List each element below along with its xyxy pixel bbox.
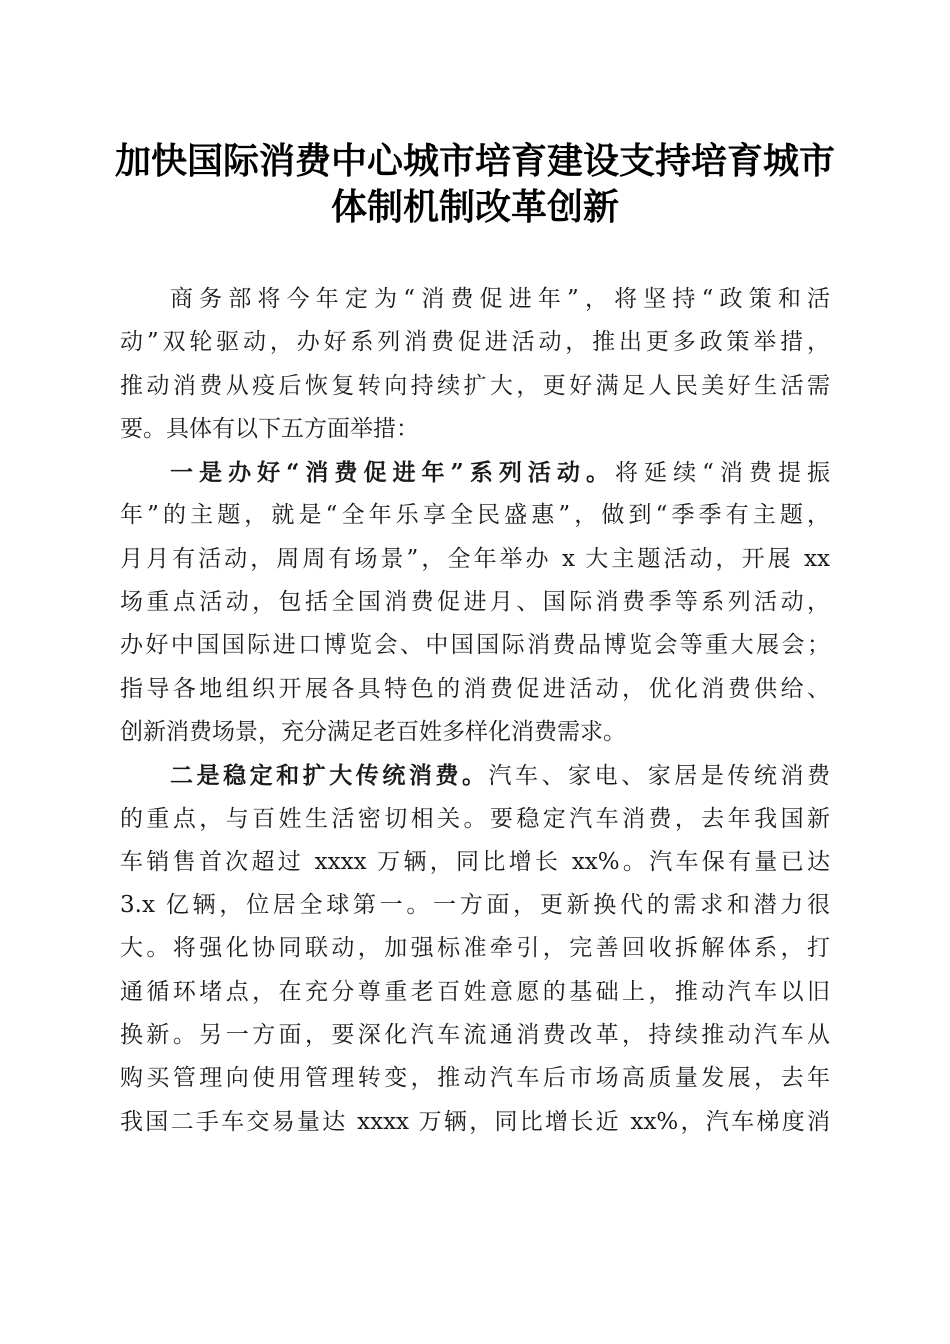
document-body	[120, 278, 830, 1144]
text-line: 月月有活动，周周有场景”，全年举办 x 大主题活动，开展 xx	[120, 545, 830, 572]
text-line: 办好中国国际进口博览会、中国国际消费品博览会等重大展会；	[120, 632, 830, 659]
text-line: 购买管理向使用管理转变，推动汽车后市场高质量发展，去年	[120, 1065, 830, 1092]
paragraph-measure-2	[120, 754, 830, 1144]
text-line: 年”的主题，就是“全年乐享全民盛惠”，做到“季季有主题，	[120, 502, 830, 529]
text-line: 的重点，与百姓生活密切相关。要稳定汽车消费，去年我国新	[120, 805, 830, 832]
text-line: 要。具体有以下五方面举措：	[120, 415, 419, 442]
text-line: 创新消费场景，充分满足老百姓多样化消费需求。	[120, 718, 626, 745]
title-line-1: 加快国际消费中心城市培育建设支持培育城市	[114, 140, 835, 182]
text-line: 通循环堵点，在充分尊重老百姓意愿的基础上，推动汽车以旧	[120, 978, 830, 1005]
paragraph-measure-1	[120, 451, 830, 754]
text-line: 推动消费从疫后恢复转向持续扩大，更好满足人民美好生活需	[120, 372, 830, 399]
text-line: 我国二手车交易量达 xxxx 万辆，同比增长近 xx%，汽车梯度消	[120, 1108, 830, 1135]
text-line: 换新。另一方面，要深化汽车流通消费改革，持续推动汽车从	[120, 1022, 830, 1049]
text-line: 车销售首次超过 xxxx 万辆，同比增长 xx%。汽车保有量已达	[120, 848, 830, 875]
text-line: 大。将强化协同联动，加强标准牵引，完善回收拆解体系，打	[120, 935, 830, 962]
paragraph-lead: 一是办好“消费促进年”系列活动。	[170, 459, 615, 487]
text-line: 二是稳定和扩大传统消费。汽车、家电、家居是传统消费	[170, 762, 830, 790]
paragraph-intro	[120, 278, 830, 451]
text-line: 一是办好“消费促进年”系列活动。将延续“消费提振	[170, 459, 830, 487]
text-line: 商务部将今年定为“消费促进年”，将坚持“政策和活	[170, 286, 830, 312]
paragraph-lead: 二是稳定和扩大传统消费。	[170, 762, 489, 790]
text-line: 指导各地组织开展各具特色的消费促进活动，优化消费供给、	[120, 675, 830, 702]
title-line-2: 体制机制改革创新	[330, 186, 619, 228]
document-title	[100, 138, 850, 230]
text-line: 3.x 亿辆，位居全球第一。一方面，更新换代的需求和潜力很	[120, 892, 830, 919]
text-line: 动”双轮驱动，办好系列消费促进活动，推出更多政策举措，	[120, 329, 830, 356]
text-line: 场重点活动，包括全国消费促进月、国际消费季等系列活动，	[120, 589, 830, 616]
